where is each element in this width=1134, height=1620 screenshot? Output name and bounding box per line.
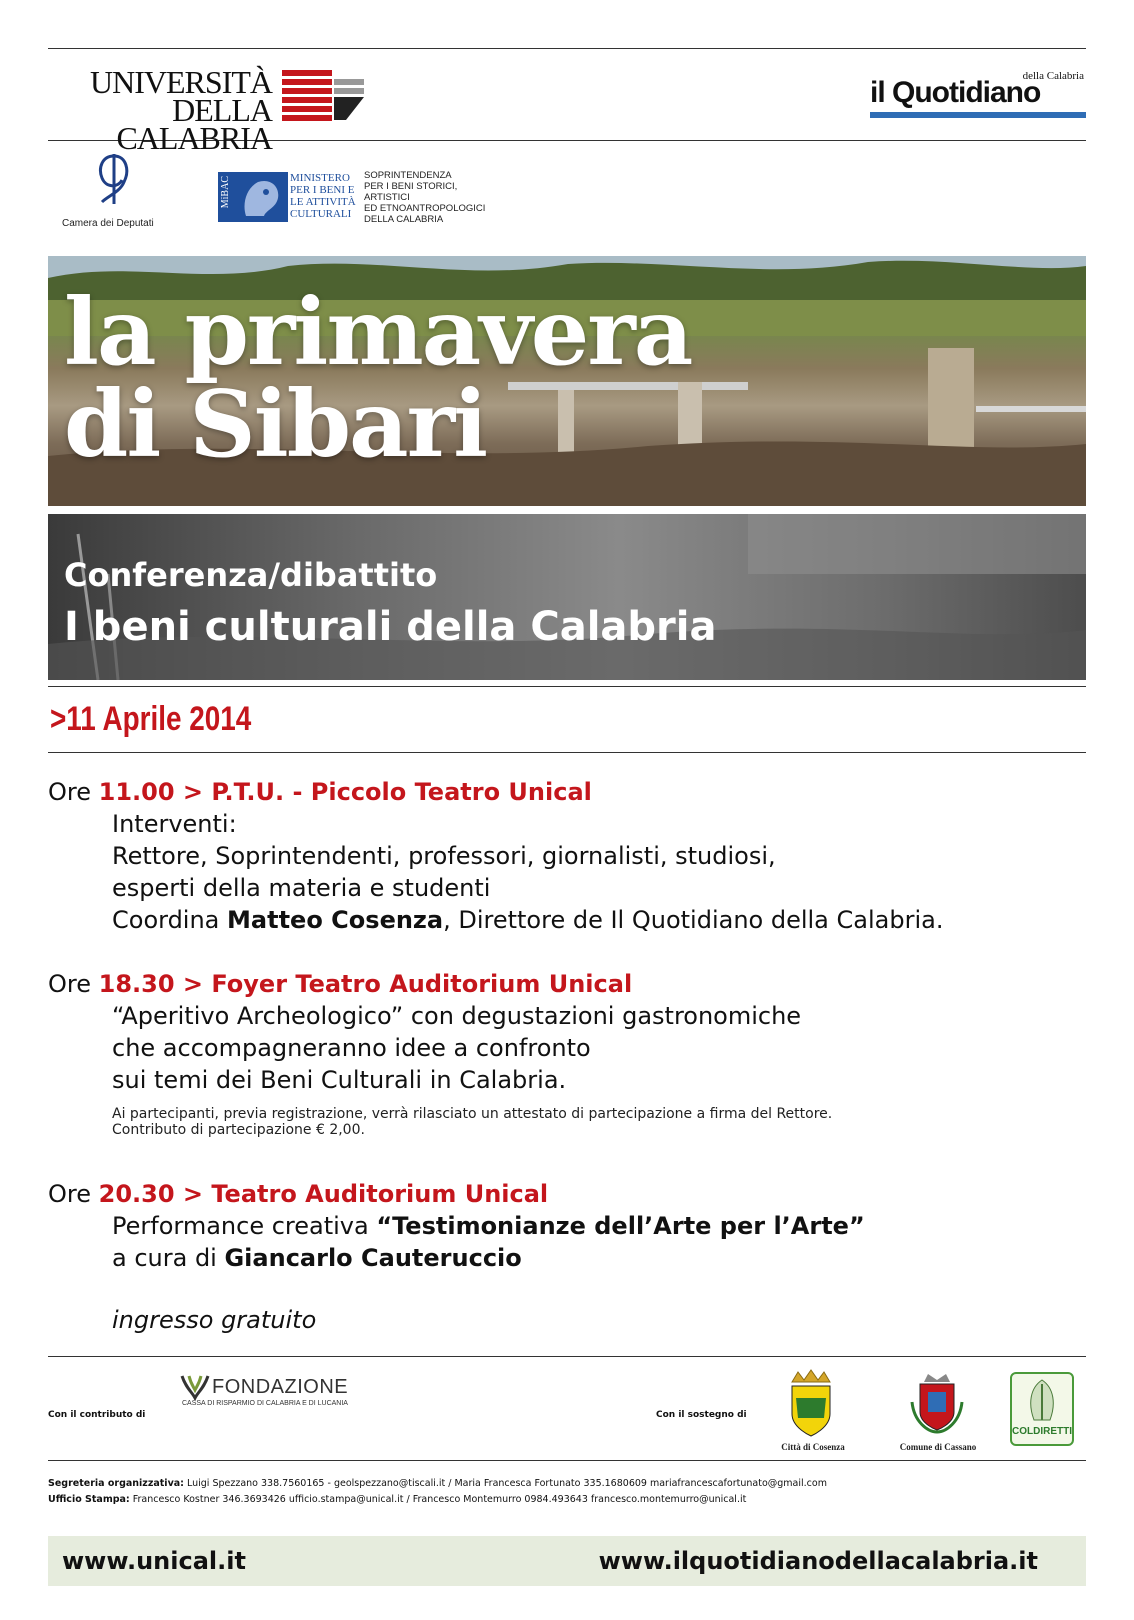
soprintendenza-line: SOPRINTENDENZA [364, 170, 452, 181]
performance-title: “Testimonianze dell’Arte per l’Arte” [376, 1212, 865, 1240]
program-line: che accompagneranno idee a confronto [112, 1034, 591, 1062]
program-line [112, 1242, 522, 1274]
text: , Direttore de Il Quotidiano della Calabria. [443, 906, 944, 934]
cassano-crest-icon [910, 1372, 964, 1434]
mibac-head-icon [236, 176, 284, 218]
program-line: sui temi dei Beni Culturali in Calabria. [112, 1066, 567, 1094]
program-line [112, 1210, 865, 1242]
mibac-acronym: MiBAC [220, 176, 231, 209]
program-line: Rettore, Soprintendenti, professori, giornalisti, studiosi, [112, 842, 776, 870]
free-entry: ingresso gratuito [112, 1306, 317, 1334]
camera-label: Camera dei Deputati [62, 218, 154, 229]
curator-name: Giancarlo Cauteruccio [224, 1244, 522, 1272]
unical-logo-text [48, 64, 272, 156]
date-bottom-rule [48, 752, 1086, 753]
unical-url[interactable]: www.unical.it [62, 1547, 246, 1575]
soprintendenza-line: ED ETNOANTROPOLOGICI [364, 203, 486, 214]
excavation-illustration [48, 514, 1086, 680]
cosenza-label: Città di Cosenza [781, 1442, 845, 1452]
session-time-place: 20.30 > Teatro Auditorium Unical [98, 1180, 549, 1208]
contributo-label: Con il contributo di [48, 1410, 146, 1420]
ore-label: Ore [48, 1180, 99, 1208]
sostegno-label: Con il sostegno di [656, 1410, 747, 1420]
fondazione-sub: CASSA DI RISPARMIO DI CALABRIA E DI LUCANIA [182, 1400, 348, 1407]
top-rule [48, 48, 1086, 49]
segreteria-label: Segreteria organizzativa: [48, 1478, 184, 1489]
ministero-line: PER I BENI E [290, 184, 355, 196]
coldiretti-logo [1010, 1372, 1074, 1446]
event-date: >11 Aprile 2014 [50, 700, 252, 738]
session-time-place: 18.30 > Foyer Teatro Auditorium Unical [98, 970, 633, 998]
registration-note: Ai partecipanti, previa registrazione, verrà rilasciato un attestato di partecipazione a firma del Rettore. [112, 1106, 833, 1122]
ore-label: Ore [48, 778, 99, 806]
soprintendenza-line: ARTISTICI [364, 192, 410, 203]
program-line: “Aperitivo Archeologico” con degustazioni gastronomiche [112, 1002, 802, 1030]
mibac-logo-icon [218, 172, 288, 222]
event-subtitle-topic: I beni culturali della Calabria [64, 604, 717, 650]
unical-line2: DELLA CALABRIA [116, 92, 272, 156]
event-subtitle-type: Conferenza/dibattito [64, 556, 438, 594]
soprintendenza-line: DELLA CALABRIA [364, 214, 444, 225]
ufficio-stampa-contact [48, 1494, 746, 1505]
program-line: Interventi: [112, 810, 237, 838]
ministero-line: CULTURALI [290, 208, 352, 220]
program-line: esperti della materia e studenti [112, 874, 491, 902]
quotidiano-url[interactable]: www.ilquotidianodellacalabria.it [598, 1547, 1038, 1575]
segreteria-text: Luigi Spezzano 338.7560165 - geolspezzano@tiscali.it / Maria Francesca Fortunato 335.1680609 mariafrancescafortunato@gmail.com [183, 1478, 827, 1489]
segreteria-contact [48, 1478, 827, 1489]
camera-deputati-emblem-icon [92, 152, 136, 206]
coldiretti-label: COLDIRETTI [1012, 1426, 1072, 1437]
title-line2: di Sibari [64, 370, 487, 478]
ore-label: Ore [48, 970, 99, 998]
sponsors-top-rule [48, 1356, 1086, 1357]
quotidiano-sub: della Calabria [1022, 70, 1084, 82]
hero-photo-excavation [48, 514, 1086, 680]
program-line [112, 904, 943, 936]
cassano-label: Comune di Cassano [899, 1442, 977, 1452]
coldiretti-wheat-icon [1012, 1374, 1072, 1424]
quotidiano-name: il Quotidiano [870, 76, 1041, 109]
program-item-2-heading [48, 968, 632, 1000]
cosenza-crest-icon [784, 1368, 838, 1438]
mibac-soprintendenza [364, 170, 485, 225]
text: a cura di [112, 1244, 225, 1272]
ministero-line: MINISTERO [290, 172, 350, 184]
moderator-name: Matteo Cosenza [227, 906, 444, 934]
text: Performance creativa [112, 1212, 377, 1240]
stampa-text: Francesco Kostner 346.3693426 ufficio.stampa@unical.it / Francesco Montemurro 0984.493643 francesco.montemurro@unical.it [129, 1494, 747, 1505]
fondazione-name: FONDAZIONE [212, 1376, 349, 1398]
contacts-top-rule [48, 1460, 1086, 1461]
program-item-1-heading [48, 776, 592, 808]
fondazione-logo-icon [180, 1372, 210, 1400]
unical-line1: UNIVERSITÀ [90, 64, 272, 100]
quotidiano-bar [870, 112, 1086, 118]
date-top-rule [48, 686, 1086, 687]
mibac-ministero [290, 172, 356, 220]
title-line1: la primavera [64, 278, 692, 386]
stampa-label: Ufficio Stampa: [48, 1494, 130, 1505]
fee-note: Contributo di partecipazione € 2,00. [112, 1122, 365, 1138]
soprintendenza-line: PER I BENI STORICI, [364, 181, 458, 192]
quotidiano-logo [870, 70, 1086, 118]
session-time-place: 11.00 > P.T.U. - Piccolo Teatro Unical [98, 778, 592, 806]
text: Coordina [112, 906, 228, 934]
program-item-3-heading [48, 1178, 548, 1210]
ministero-line: LE ATTIVITÀ [290, 196, 356, 208]
unical-logo-icon [282, 70, 367, 124]
event-title [64, 278, 692, 478]
